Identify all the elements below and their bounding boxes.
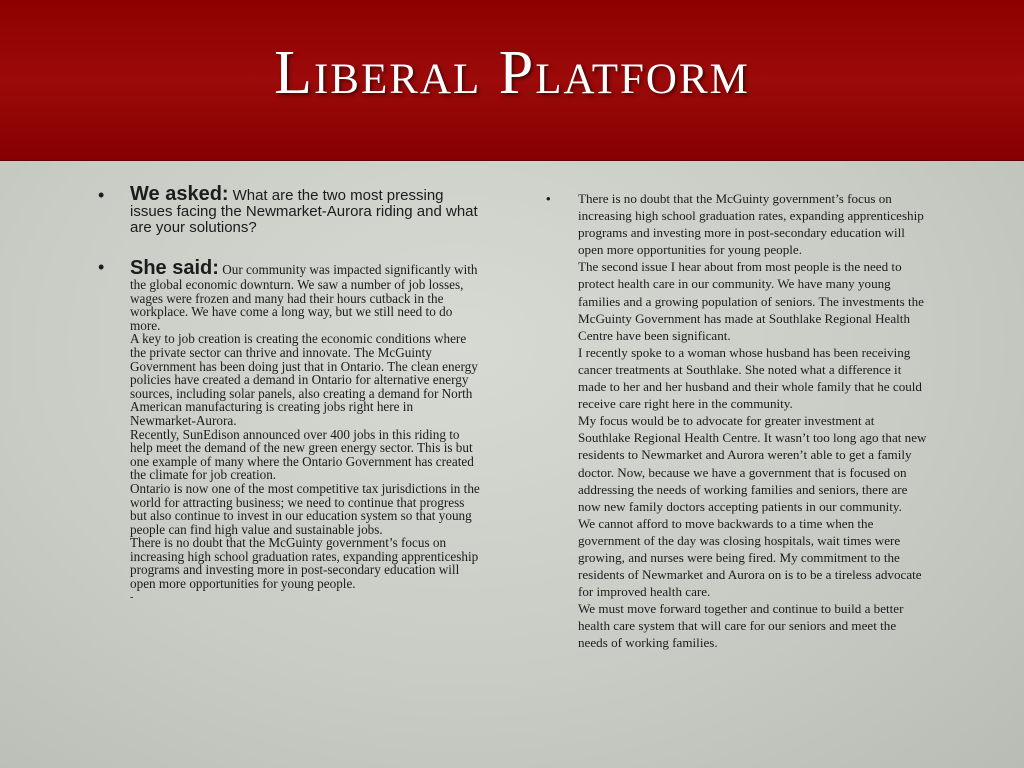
- said-paragraph: A key to job creation is creating the economic conditions where the private sector can thrive and innovate. The McGuinty Government has been doing just that in Ontario. The clean energy policies have created a demand in Ontario for alternative energy sources, including solar panels, also creating a demand for North American manufacturing is creating jobs right here in Newmarket-Aurora.: [130, 331, 478, 428]
- bullet-continued: [546, 190, 928, 652]
- bullet-icon: •: [546, 191, 551, 206]
- right-paragraph: We must move forward together and continue to build a better health care system that will care for our seniors and meet the needs of working families.: [578, 601, 904, 651]
- said-paragraph: Ontario is now one of the most competitive tax jurisdictions in the world for attracting business; we need to continue that progress but also continue to invest in our education system so that young people can find high value and sustainable jobs.: [130, 480, 480, 537]
- said-paragraph: There is no doubt that the McGuinty government’s focus on increasing high school graduation rates, expanding apprenticeship programs and investing more in post-secondary education will open more opportunities for young people.: [130, 535, 479, 592]
- said-paragraph: Recently, SunEdison announced over 400 jobs in this riding to help meet the demand of the new green energy sector. This is but one example of many where the Ontario Government has created the climate for job creation.: [130, 426, 474, 483]
- slide-title: Liberal Platform: [274, 39, 750, 107]
- said-heading: She said:: [130, 257, 219, 279]
- asked-heading: We asked:: [130, 183, 229, 205]
- title-bar: [0, 0, 1024, 161]
- bullet-icon: •: [98, 257, 105, 277]
- right-column: [546, 190, 928, 652]
- right-paragraph: The second issue I hear about from most people is the need to protect health care in our community. We have many young families and a growing population of seniors. The investments the McGuinty Government has made at Southlake Regional Health Centre have been significant.: [578, 259, 924, 343]
- right-paragraph: I recently spoke to a woman whose husband has been receiving cancer treatments at Southlake. She noted what a difference it made to her and her husband and their whole family that he could receive care right here in the community.: [578, 344, 922, 412]
- right-paragraph: We cannot afford to move backwards to a time when the government of the day was closing hospitals, wait times were growing, and nurses were being fired. My commitment to the residents of Newmarket and Aurora on is to be a tireless advocate for improved health care.: [578, 515, 922, 600]
- right-paragraph: My focus would be to advocate for greater investment at Southlake Regional Health Centre. It wasn’t too long ago that new residents to Newmarket and Aurora weren’t able to get a family doctor. Now, because we have a government that is focused on addressing the needs of working families and seniors, there are now new family doctors accepting patients in our community.: [578, 413, 927, 514]
- said-paragraph: Our community was impacted significantly with the global economic downturn. We saw a number of job losses, wages were frozen and many had their hours cutback in the workplace. We have come a long way, but we still need to do more.: [130, 262, 478, 333]
- left-column: [98, 183, 480, 603]
- bullet-she-said: [98, 258, 480, 603]
- trailing-mark: -: [130, 591, 134, 603]
- right-paragraph: There is no doubt that the McGuinty government’s focus on increasing high school graduation rates, expanding apprenticeship programs and investing more in post-secondary education will open more opportunities for young people.: [578, 191, 924, 258]
- bullet-we-asked: [98, 183, 480, 236]
- asked-text: What are the two most pressing issues facing the Newmarket-Aurora riding and what are your solutions?: [130, 187, 478, 236]
- bullet-icon: •: [98, 185, 105, 205]
